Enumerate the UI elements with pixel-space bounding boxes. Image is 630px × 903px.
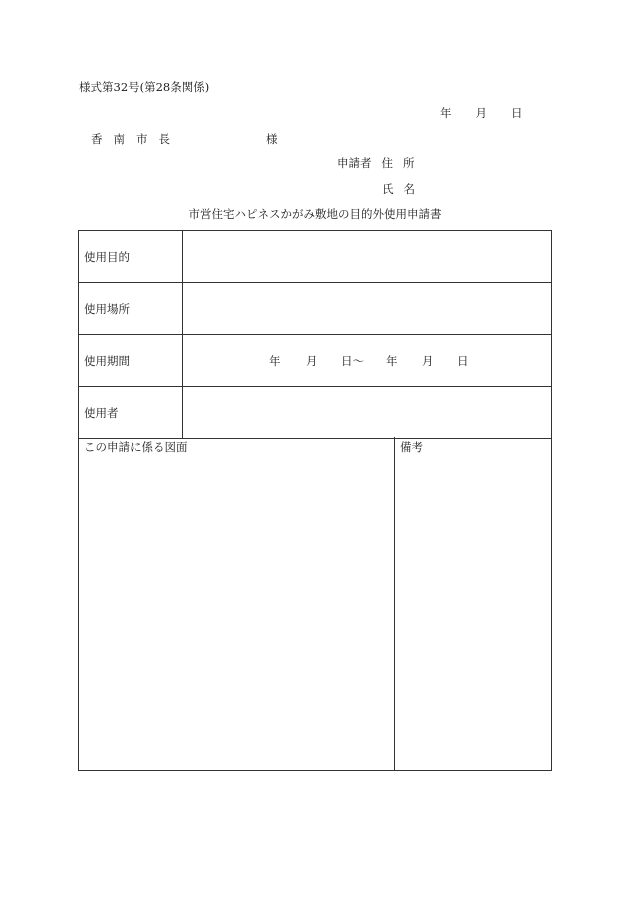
- remarks-label: 備考: [400, 440, 423, 454]
- date-year: 年: [440, 106, 452, 120]
- applicant-address-line: [337, 158, 425, 170]
- date-line: [440, 108, 523, 120]
- name-label: 氏名: [382, 182, 425, 196]
- applicant-label: 申請者: [337, 156, 372, 170]
- purpose-field[interactable]: [184, 231, 551, 282]
- location-field[interactable]: [184, 283, 551, 334]
- date-month: 月: [475, 106, 487, 120]
- drawing-label: この申請に係る図面: [84, 440, 188, 454]
- row-purpose: [79, 231, 551, 283]
- remarks-area[interactable]: [395, 437, 551, 770]
- period-start-month: 月: [306, 354, 318, 368]
- row-location: [79, 283, 551, 335]
- user-field[interactable]: [184, 387, 551, 438]
- row-period: [79, 335, 551, 387]
- period-field[interactable]: [184, 335, 551, 386]
- addressee: 香南市長: [91, 132, 181, 146]
- period-start-year: 年: [269, 354, 281, 368]
- row-user: [79, 387, 551, 439]
- period-end-day: 日: [457, 354, 469, 368]
- row-label: 使用期間: [79, 335, 183, 386]
- row-label: 使用目的: [79, 231, 183, 282]
- period-end-month: 月: [422, 354, 434, 368]
- honorific: 様: [266, 132, 278, 146]
- bottom-section: [79, 437, 551, 770]
- form-number: 様式第32号(第28条関係): [79, 80, 210, 94]
- drawing-area[interactable]: [79, 437, 395, 770]
- address-label: 住所: [381, 156, 425, 170]
- application-form-table: [78, 230, 552, 771]
- document-title: 市営住宅ハピネスかがみ敷地の目的外使用申請書: [188, 207, 442, 221]
- period-end-year: 年: [386, 354, 398, 368]
- period-start-day: 日〜: [341, 354, 364, 368]
- date-day: 日: [511, 106, 523, 120]
- row-label: 使用場所: [79, 283, 183, 334]
- row-label: 使用者: [79, 387, 183, 438]
